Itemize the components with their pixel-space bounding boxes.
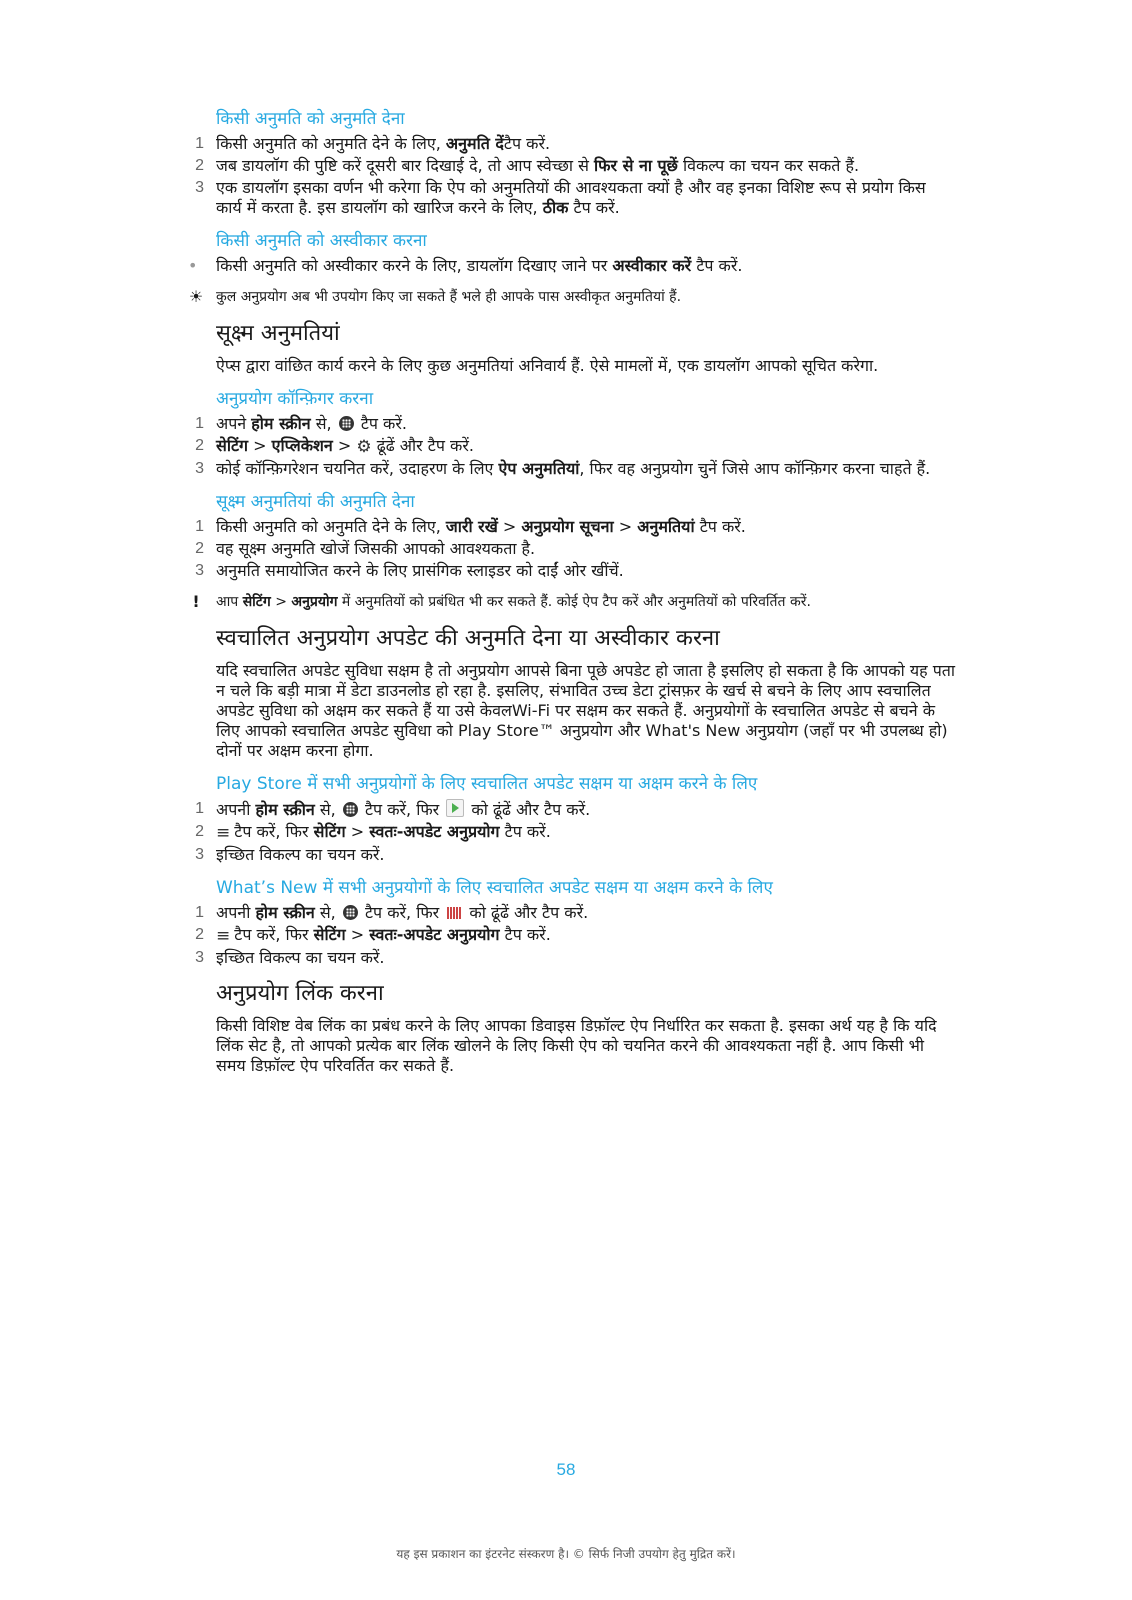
subheading-playstore: Play Store में सभी अनुप्रयोगों के लिए स्वचालित अपडेट सक्षम या अक्षम करने के लिए [216,774,758,794]
step: 2 जब डायलॉग की पुष्टि करें दूसरी बार दिखाई दे, तो आप स्वेच्छा से फिर से ना पूछें विकल्प का चयन कर सकते हैं. [216,156,956,176]
menu-icon: ≡ [216,823,231,843]
step-number: 1 [195,800,204,817]
heading-links: अनुप्रयोग लिंक करना [216,981,384,1006]
subheading-grant: किसी अनुमति को अनुमति देना [216,109,405,129]
tip-note: ☀ कुल अनुप्रयोग अब भी उपयोग किए जा सकते हैं भले ही आपके पास अस्वीकृत अनुमतियां हैं. [216,288,956,306]
step-number: 2 [195,157,204,174]
gear-icon: ⚙ [356,437,372,457]
apps-icon [343,905,358,920]
subheading-deny: किसी अनुमति को अस्वीकार करना [216,231,427,251]
step: 1 अपने होम स्क्रीन से, टैप करें. [216,414,956,434]
step: 1 अपनी होम स्क्रीन से, टैप करें, फिर को ढूंढें और टैप करें. [216,903,956,923]
deny-steps [188,256,956,276]
step-number: 3 [195,460,204,477]
step: 2 सेटिंग > एप्लिकेशन > ⚙ ढूंढें और टैप करें. [216,436,956,457]
grant-steps [195,134,956,218]
step: 3 इच्छित विकल्प का चयन करें. [216,845,956,865]
step: 1 किसी अनुमति को अनुमति देने के लिए, जारी रखें > अनुप्रयोग सूचना > अनुमतियां टैप करें. [216,517,956,537]
paragraph-autoupdate: यदि स्वचालित अपडेट सुविधा सक्षम है तो अनुप्रयोग आपसे बिना पूछे अपडेट हो जाता है इसलिए हो सकता है कि आपको यह पता न चले कि बड़ी मात्रा में डेटा डाउनलोड हो रहा है. इसलिए, संभावित उच्च डेटा ट्रांसफ़र के खर्च से बचने के लिए आप स्वचालित अपडेट सुविधा को अक्षम कर सकते हैं या उसे केवलWi-Fi पर सक्षम कर सकते हैं. अनुप्रयोगों के स्वचालित अपडेट से बचने के लिए आपको स्वचालित अपडेट सुविधा को Play Store™ अनुप्रयोग और What's New अनुप्रयोग (जहाँ पर भी उपलब्ध हो) दोनों पर अक्षम करना होगा. [216,661,956,760]
step: 2 वह सूक्ष्म अनुमति खोजें जिसकी आपको आवश्यकता है. [216,539,956,559]
tip-icon: ☀ [188,287,204,306]
step: 1 अपनी होम स्क्रीन से, टैप करें, फिर को ढूंढें और टैप करें. [216,799,956,820]
apps-icon [339,416,354,431]
configure-steps [195,414,956,479]
paragraph-links: किसी विशिष्ट वेब लिंक का प्रबंध करने के लिए आपका डिवाइस डिफ़ॉल्ट ऐप निर्धारित कर सकता है. इसका अर्थ यह है कि यदि लिंक सेट है, तो आपको प्रत्येक बार लिंक खोलने के लिए किसी ऐप को चयनित करने की आवश्यकता नहीं है. आप किसी भी समय डिफ़ॉल्ट ऐप परिवर्तित कर सकते हैं. [216,1016,937,1075]
apps-icon [343,802,358,817]
step-number: 1 [195,518,204,535]
heading-autoupdate: स्वचालित अनुप्रयोग अपडेट की अनुमति देना या अस्वीकार करना [216,626,720,651]
step-number: 2 [195,823,204,840]
subheading-whatsnew: What’s New में सभी अनुप्रयोगों के लिए स्वचालित अपडेट सक्षम या अक्षम करने के लिए [216,878,773,898]
step-number: 2 [195,437,204,454]
playstore-steps [195,799,956,865]
footer-text: यह इस प्रकाशन का इंटरनेट संस्करण है। © सिर्फ निजी उपयोग हेतु मुद्रित करें। [396,1547,736,1561]
menu-icon: ≡ [216,926,231,946]
step-number: 3 [195,179,204,196]
step: 1 किसी अनुमति को अनुमति देने के लिए, अनुमति देंटैप करें. [216,134,956,154]
step-number: 3 [195,949,204,966]
bullet-icon: • [188,256,198,275]
step-number: 1 [195,135,204,152]
step: 2 ≡ टैप करें, फिर सेटिंग > स्वतः-अपडेट अनुप्रयोग टैप करें. [216,822,956,843]
step-number: 3 [195,846,204,863]
step: 3 अनुमति समायोजित करने के लिए प्रासंगिक स्लाइडर को दाईं ओर खींचें. [216,561,956,581]
page-number: 58 [556,1460,576,1479]
whats-new-icon [447,907,461,919]
step-number: 2 [195,926,204,943]
sensitive-grant-steps [195,517,956,581]
step-number: 1 [195,415,204,432]
warning-icon: ! [192,592,200,611]
step: 3 इच्छित विकल्प का चयन करें. [216,948,956,968]
subheading-sensitive-grant: सूक्ष्म अनुमतियां की अनुमति देना [216,492,415,512]
warning-note: ! आप सेटिंग > अनुप्रयोग में अनुमतियों को प्रबंधित भी कर सकते हैं. कोई ऐप टैप करें और अनुमतियों को परिवर्तित करें. [216,593,956,611]
page-content [188,108,956,1088]
subheading-configure: अनुप्रयोग कॉन्फ़िगर करना [216,389,374,409]
step-number: 2 [195,540,204,557]
heading-sensitive: सूक्ष्म अनुमतियां [216,321,340,346]
play-store-icon [446,799,464,817]
step-number: 3 [195,562,204,579]
whatsnew-steps [195,903,956,968]
paragraph-sensitive: ऐप्स द्वारा वांछित कार्य करने के लिए कुछ अनुमतियां अनिवार्य हैं. ऐसे मामलों में, एक डायलॉग आपको सूचित करेगा. [216,356,879,375]
step: 3 एक डायलॉग इसका वर्णन भी करेगा कि ऐप को अनुमतियों की आवश्यकता क्यों है और वह इनका विशिष्ट रूप से प्रयोग किस कार्य में करता है. इस डायलॉग को खारिज करने के लिए, ठीक टैप करें. [216,178,956,218]
step: 3 कोई कॉन्फ़िगरेशन चयनित करें, उदाहरण के लिए ऐप अनुमतियां, फिर वह अनुप्रयोग चुनें जिसे आप कॉन्फ़िगर करना चाहते हैं. [216,459,956,479]
step-number: 1 [195,904,204,921]
step: 2 ≡ टैप करें, फिर सेटिंग > स्वतः-अपडेट अनुप्रयोग टैप करें. [216,925,956,946]
bullet-item: • किसी अनुमति को अस्वीकार करने के लिए, डायलॉग दिखाए जाने पर अस्वीकार करें टैप करें. [188,256,743,275]
